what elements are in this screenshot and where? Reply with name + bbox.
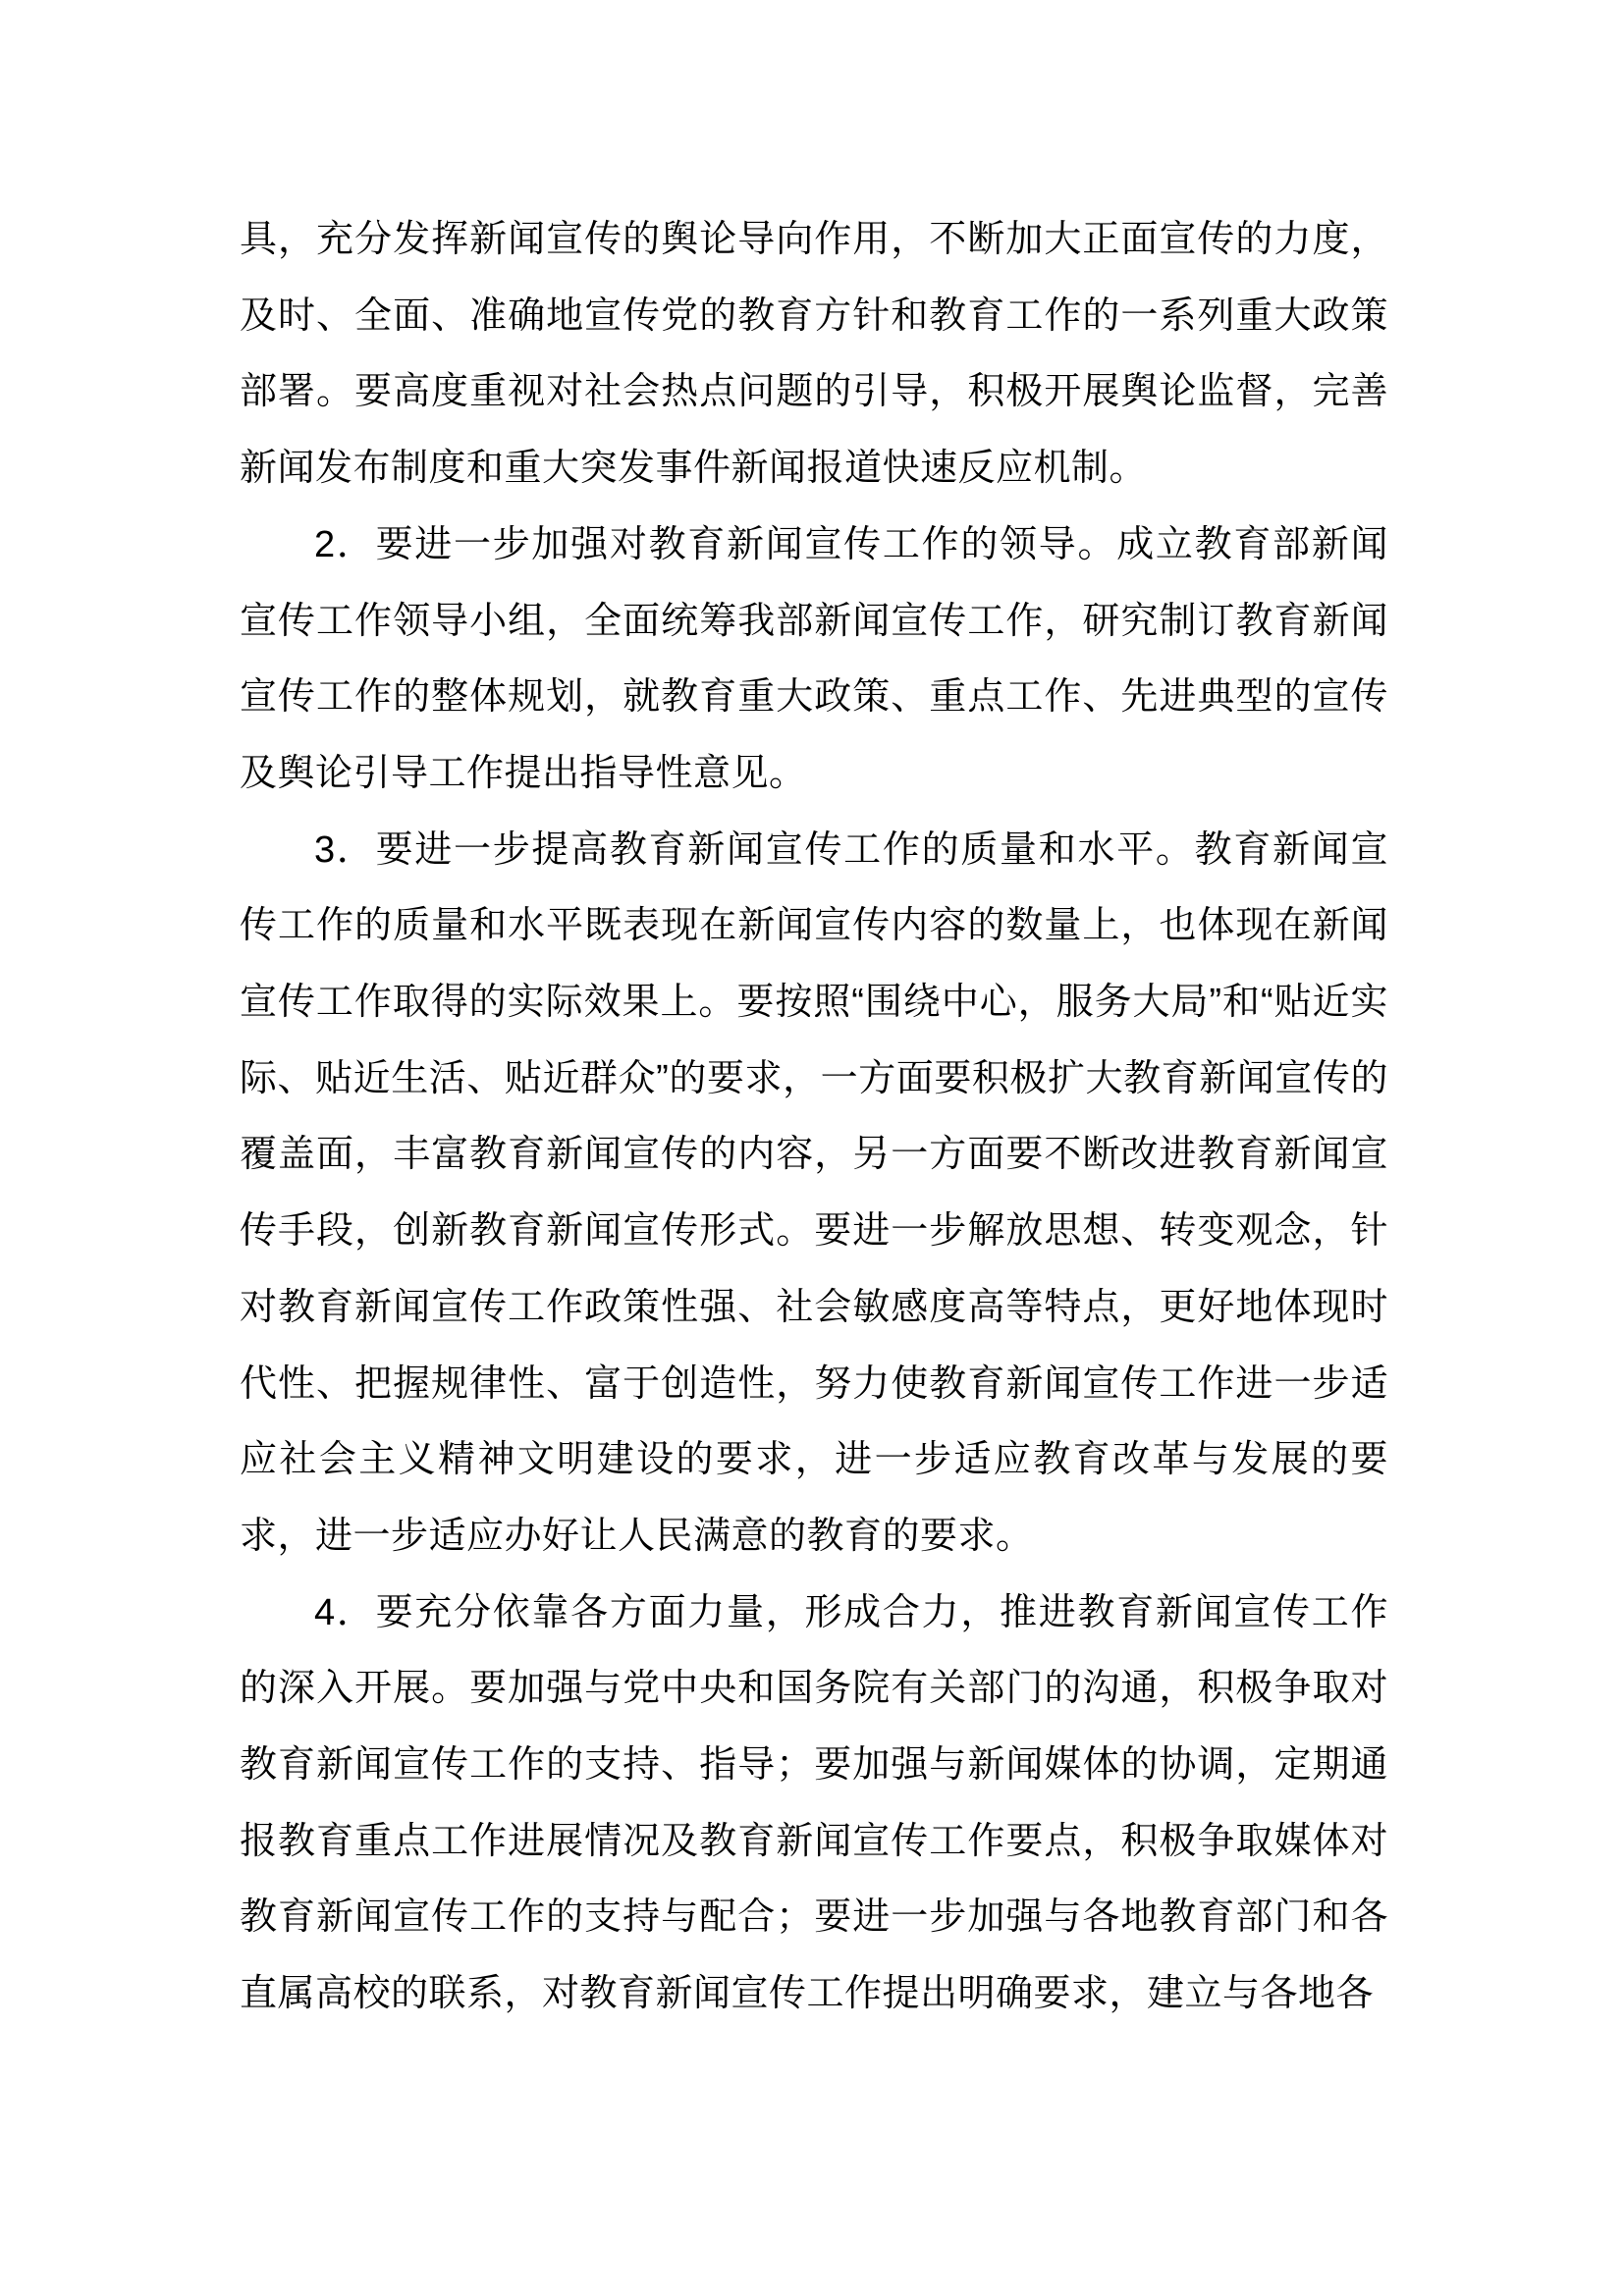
paragraph-continuation: 具，充分发挥新闻宣传的舆论导向作用，不断加大正面宣传的力度，及时、全面、准确地宣传党的教育方针和教育工作的一系列重大政策部署。要高度重视对社会热点问题的引导，积极开展舆论监督，完善新闻发布制度和重大突发事件新闻报道快速反应机制。 — [240, 219, 1388, 490]
paragraph-item-2: 2．要进一步加强对教育新闻宣传工作的领导。成立教育部新闻宣传工作领导小组，全面统筹我部新闻宣传工作，研究制订教育新闻宣传工作的整体规划，就教育重大政策、重点工作、先进典型的宣传及舆论引导工作提出指导性意见。 — [240, 523, 1388, 794]
paragraph-item-3: 3．要进一步提高教育新闻宣传工作的质量和水平。教育新闻宣传工作的质量和水平既表现在新闻宣传内容的数量上，也体现在新闻宣传工作取得的实际效果上。要按照“围绕中心，服务大局”和“贴近实际、贴近生活、贴近群众”的要求，一方面要积极扩大教育新闻宣传的覆盖面，丰富教育新闻宣传的内容，另一方面要不断改进教育新闻宣传手段，创新教育新闻宣传形式。要进一步解放思想、转变观念，针对教育新闻宣传工作政策性强、社会敏感度高等特点，更好地体现时代性、把握规律性、富于创造性，努力使教育新闻宣传工作进一步适应社会主义精神文明建设的要求，进一步适应教育改革与发展的要求，进一步适应办好让人民满意的教育的要求。 — [240, 828, 1388, 1557]
document-body — [240, 202, 1388, 2033]
paragraph-item-4: 4．要充分依靠各方面力量，形成合力，推进教育新闻宣传工作的深入开展。要加强与党中央和国务院有关部门的沟通，积极争取对教育新闻宣传工作的支持、指导；要加强与新闻媒体的协调，定期通报教育重点工作进展情况及教育新闻宣传工作要点，积极争取媒体对教育新闻宣传工作的支持与配合；要进一步加强与各地教育部门和各直属高校的联系，对教育新闻宣传工作提出明确要求，建立与各地各 — [240, 1591, 1388, 2015]
